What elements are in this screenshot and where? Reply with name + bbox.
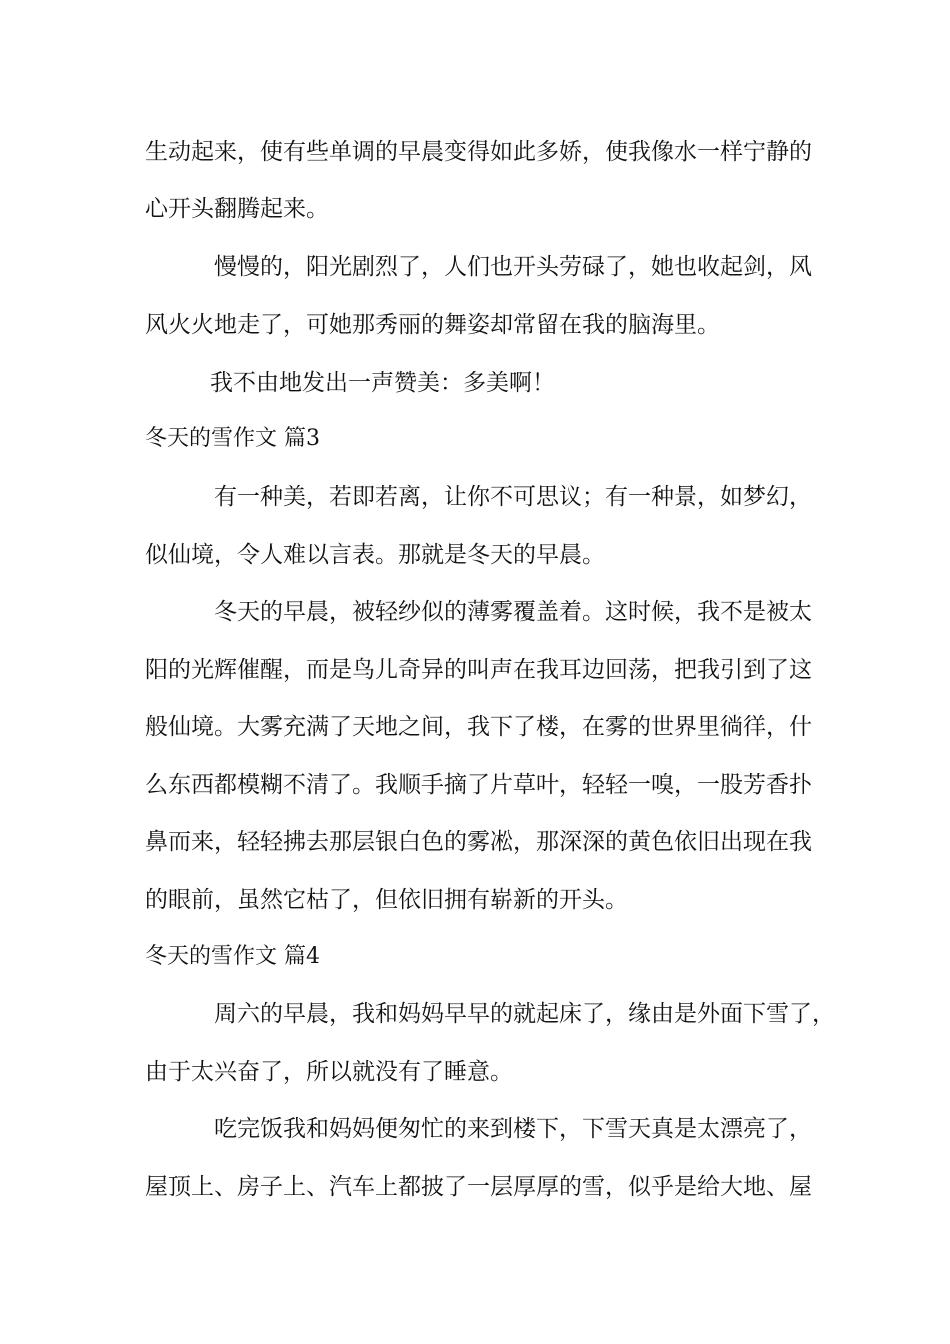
section-heading: 冬天的雪作文 篇4 xyxy=(145,944,320,969)
paragraph-line: 周六的早晨，我和妈妈早早的就起床了，缘由是外面下雪了， xyxy=(214,1001,835,1027)
paragraph-line: 生动起来，使有些单调的早晨变得如此多娇，使我像水一样宁静的 xyxy=(145,139,812,165)
paragraph-line: 吃完饭我和妈妈便匆忙的来到楼下，下雪天真是太漂亮了， xyxy=(214,1116,812,1142)
paragraph-line: 屋顶上、房子上、汽车上都披了一层厚厚的雪，似乎是给大地、屋 xyxy=(145,1174,812,1200)
paragraph-line: 阳的光辉催醒，而是鸟儿奇异的叫声在我耳边回荡，把我引到了这 xyxy=(145,657,812,683)
paragraph-line: 我不由地发出一声赞美：多美啊！ xyxy=(210,370,555,396)
paragraph-line: 似仙境，令人难以言表。那就是冬天的早晨。 xyxy=(145,542,605,568)
paragraph-line: 心开头翻腾起来。 xyxy=(145,196,329,222)
paragraph-line: 般仙境。大雾充满了天地之间，我下了楼，在雾的世界里徜徉，什 xyxy=(145,714,812,740)
paragraph-line: 由于太兴奋了，所以就没有了睡意。 xyxy=(145,1059,513,1085)
paragraph-line: 冬天的早晨，被轻纱似的薄雾覆盖着。这时候，我不是被太 xyxy=(214,599,812,625)
paragraph-line: 风火火地走了，可她那秀丽的舞姿却常留在我的脑海里。 xyxy=(145,312,720,338)
paragraph-line: 的眼前，虽然它枯了，但依旧拥有崭新的开头。 xyxy=(145,887,628,913)
paragraph-line: 慢慢的，阳光剧烈了，人们也开头劳碌了，她也收起剑，风 xyxy=(214,254,812,280)
paragraph-line: 鼻而来，轻轻拂去那层银白色的雾凇，那深深的黄色依旧出现在我 xyxy=(145,829,812,855)
paragraph-line: 么东西都模糊不清了。我顺手摘了片草叶，轻轻一嗅，一股芳香扑 xyxy=(145,772,812,798)
section-heading: 冬天的雪作文 篇3 xyxy=(145,426,320,451)
paragraph-line: 有一种美，若即若离，让你不可思议；有一种景，如梦幻， xyxy=(214,484,812,510)
